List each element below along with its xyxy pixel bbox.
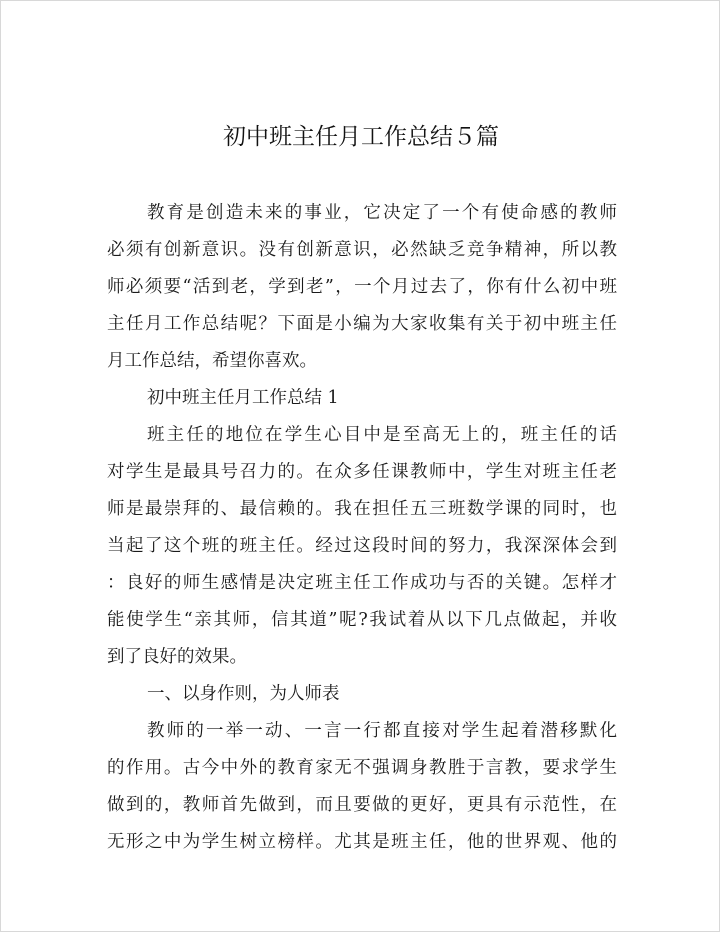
paragraph-line: 能使学生“亲其师，信其道”呢?我试着从以下几点做起，并收 <box>107 610 617 630</box>
document-title: 初中班主任月工作总结５篇 <box>223 124 499 150</box>
document-body <box>107 195 617 861</box>
paragraph-line: 教师的一举一动、一言一行都直接对学生起着潜移默化 <box>147 721 617 741</box>
paragraph-line: 班主任的地位在学生心目中是至高无上的，班主任的话 <box>147 425 617 445</box>
paragraph-line: 无形之中为学生树立榜样。尤其是班主任，他的世界观、他的 <box>107 832 617 852</box>
paragraph-line: 到了良好的效果。 <box>107 647 247 667</box>
paragraph-line: 对学生是最具号召力的。在众多任课教师中，学生对班主任老 <box>107 462 617 482</box>
paragraph-line: 做到的，教师首先做到，而且要做的更好，更具有示范性，在 <box>107 795 617 815</box>
paragraph-line: ：良好的师生感情是决定班主任工作成功与否的关键。怎样才 <box>107 573 617 593</box>
section-heading: 初中班主任月工作总结 1 <box>147 388 339 408</box>
paragraph-line: 师必须要“活到老，学到老”，一个月过去了，你有什么初中班 <box>107 277 617 297</box>
paragraph-line: 月工作总结，希望你喜欢。 <box>107 351 317 371</box>
paragraph-line: 教育是创造未来的事业，它决定了一个有使命感的教师 <box>147 203 617 223</box>
paragraph-line: 主任月工作总结呢？下面是小编为大家收集有关于初中班主任 <box>107 314 617 334</box>
paragraph-line: 必须有创新意识。没有创新意识，必然缺乏竞争精神，所以教 <box>107 240 617 260</box>
paragraph-line: 当起了这个班的班主任。经过这段时间的努力，我深深体会到 <box>107 536 617 556</box>
paragraph-line: 的作用。古今中外的教育家无不强调身教胜于言教，要求学生 <box>107 758 617 778</box>
section-heading: 一、以身作则，为人师表 <box>147 684 340 704</box>
paragraph-line: 师是最崇拜的、最信赖的。我在担任五三班数学课的同时，也 <box>107 499 617 519</box>
